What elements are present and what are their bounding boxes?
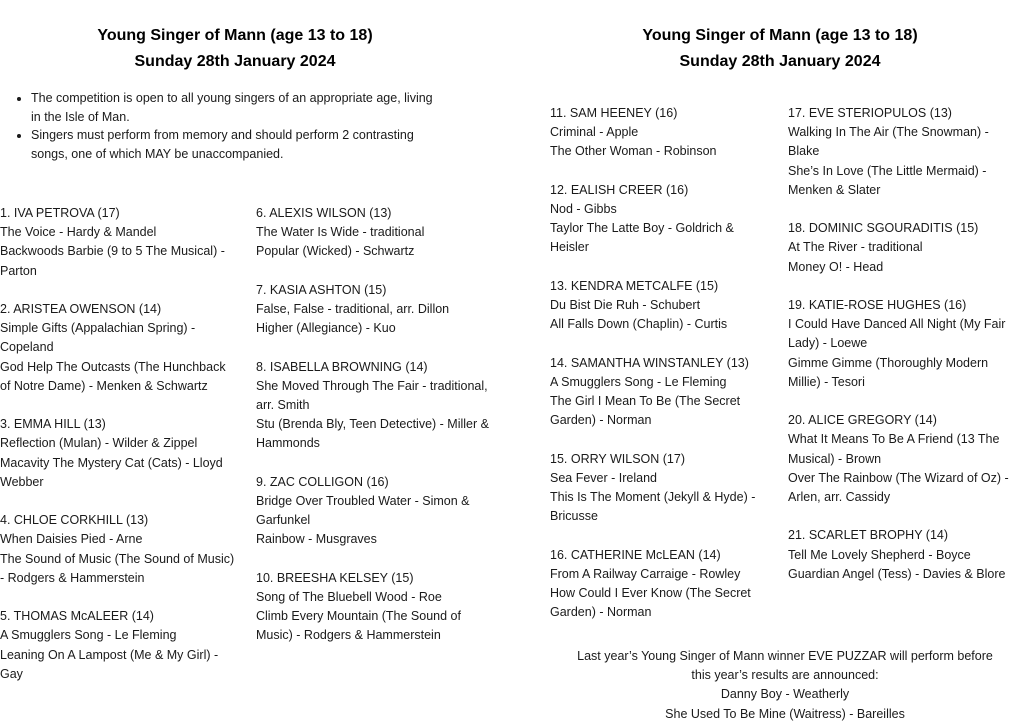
singer-name: 20. ALICE GREGORY (14) [788,413,937,428]
singer-name: 17. EVE STERIOPULOS (13) [788,106,952,120]
competition-rules [17,89,471,163]
right-date: Sunday 28th January 2024 [679,53,881,70]
song: Over The Rainbow (The Wizard of Oz) - Arlen, arr. Cassidy [788,470,1009,505]
entry-8 [256,358,496,454]
footer-line: Last year’s Young Singer of Mann winner EVE PUZZAR will perform before [577,649,993,663]
song: Higher (Allegiance) - Kuo [256,321,396,336]
song: Gimme Gimme (Thoroughly Modern Millie) - Tesori [788,355,989,389]
singer-name: 1. IVA PETROVA (17) [0,206,120,220]
singer-name: 5. THOMAS McALEER (14) [0,609,154,624]
left-date: Sunday 28th January 2024 [134,53,336,70]
entry-3 [0,415,236,492]
song: Guardian Angel (Tess) - Davies & Blore [788,566,1006,581]
rule-item: • The competition is open to all young singers of an appropriate age, living in the Isle of Man. [31,89,436,126]
footer-song: Danny Boy - Weatherly [720,687,850,702]
singer-name: 21. SCARLET BROPHY (14) [788,528,949,543]
song: Popular (Wicked) - Schwartz [256,244,415,259]
entry-16 [550,546,772,623]
entry-2 [0,300,236,396]
song: When Daisies Pied - Arne [0,532,143,547]
song: Walking In The Air (The Snowman) - Blake [788,125,989,159]
left-title: Young Singer of Mann (age 13 to 18) [97,27,373,44]
singer-name: 2. ARISTEA OWENSON (14) [0,302,162,316]
singer-name: 14. SAMANTHA WINSTANLEY (13) [550,355,749,370]
entry-19 [788,296,1020,392]
right-title: Young Singer of Mann (age 13 to 18) [642,27,918,44]
entry-18 [788,219,1020,277]
entry-15 [550,450,772,527]
singer-name: 3. EMMA HILL (13) [0,417,106,432]
entry-1 [0,204,236,281]
song: Tell Me Lovely Shepherd - Boyce [788,547,971,562]
song: What It Means To Be A Friend (13 The Musical) - Brown [788,432,1000,466]
song: Taylor The Latte Boy - Goldrich & Heisler [550,221,734,255]
right-column-1 [550,104,772,642]
song: The Voice - Hardy & Mandel [0,225,157,240]
song: She Moved Through The Fair - traditional, arr. Smith [256,378,488,412]
footer-song: She Used To Be Mine (Waitress) - Bareilles [665,706,905,721]
song: Nod - Gibbs [550,202,617,216]
singer-name: 7. KASIA ASHTON (15) [256,282,387,297]
singer-name: 6. ALEXIS WILSON (13) [256,206,392,220]
song: I Could Have Danced All Night (My Fair Lady) - Loewe [788,317,1006,351]
song: Climb Every Mountain (The Sound of Music) - Rodgers & Hammerstein [256,609,461,643]
singer-name: 18. DOMINIC SGOURADITIS (15) [788,221,979,236]
entry-9 [256,473,496,550]
singer-name: 15. ORRY WILSON (17) [550,451,685,466]
entry-10 [256,569,496,646]
song: Bridge Over Troubled Water - Simon & Garfunkel [256,494,470,528]
song: The Girl I Mean To Be (The Secret Garden) - Norman [550,394,741,428]
rule-item: • Singers must perform from memory and should perform 2 contrasting songs, one of which MAY be unaccompanied. [31,126,451,163]
song: Sea Fever - Ireland [550,470,657,485]
entry-7 [256,281,496,339]
right-column-2 [788,104,1020,603]
song: God Help The Outcasts (The Hunchback of Notre Dame) - Menken & Schwartz [0,359,226,393]
song: She’s In Love (The Little Mermaid) - Menken & Slater [788,163,987,197]
right-heading [605,23,955,75]
song: Backwoods Barbie (9 to 5 The Musical) - Parton [0,244,225,278]
song: A Smugglers Song - Le Fleming [550,374,727,389]
entry-13 [550,277,772,335]
song: Song of The Bluebell Wood - Roe [256,590,442,604]
singer-name: 12. EALISH CREER (16) [550,182,689,197]
entry-12 [550,181,772,258]
song: The Sound of Music (The Sound of Music) - Rodgers & Hammerstein [0,551,235,585]
singer-name: 8. ISABELLA BROWNING (14) [256,359,428,374]
left-heading [60,23,410,75]
entry-11 [550,104,772,162]
song: From A Railway Carraige - Rowley [550,566,741,581]
song: Macavity The Mystery Cat (Cats) - Lloyd Webber [0,455,223,489]
song: Simple Gifts (Appalachian Spring) - Copeland [0,321,196,355]
singer-name: 11. SAM HEENEY (16) [550,106,678,120]
entry-17 [788,104,1020,200]
entry-20 [788,411,1020,507]
song: The Water Is Wide - traditional [256,225,425,240]
singer-name: 19. KATIE-ROSE HUGHES (16) [788,298,967,312]
song: This Is The Moment (Jekyll & Hyde) - Bricusse [550,490,756,524]
song: Rainbow - Musgraves [256,532,377,547]
singer-name: 16. CATHERINE McLEAN (14) [550,547,721,562]
entry-5 [0,607,236,684]
song: The Other Woman - Robinson [550,144,717,159]
entry-4 [0,511,236,588]
song: Leaning On A Lampost (Me & My Girl) - Gay [0,647,219,681]
song: All Falls Down (Chaplin) - Curtis [550,317,728,332]
song: Reflection (Mulan) - Wilder & Zippel [0,436,198,451]
song: How Could I Ever Know (The Secret Garden) - Norman [550,586,751,620]
entry-6 [256,204,496,262]
singer-name: 9. ZAC COLLIGON (16) [256,474,389,489]
left-column-2 [256,204,496,665]
song: Stu (Brenda Bly, Teen Detective) - Miller & Hammonds [256,417,489,451]
song: Money O! - Head [788,259,884,274]
song: Criminal - Apple [550,125,639,140]
song: A Smugglers Song - Le Fleming [0,628,177,643]
song: At The River - traditional [788,240,923,255]
singer-name: 13. KENDRA METCALFE (15) [550,278,719,293]
footer-line: this year’s results are announced: [691,668,879,683]
singer-name: 4. CHLOE CORKHILL (13) [0,513,149,528]
song: Du Bist Die Ruh - Schubert [550,298,701,312]
left-column-1 [0,204,236,703]
previous-winner-note [545,647,1024,724]
entry-21 [788,526,1020,584]
entry-14 [550,354,772,431]
song: False, False - traditional, arr. Dillon [256,302,450,316]
singer-name: 10. BREESHA KELSEY (15) [256,570,414,585]
